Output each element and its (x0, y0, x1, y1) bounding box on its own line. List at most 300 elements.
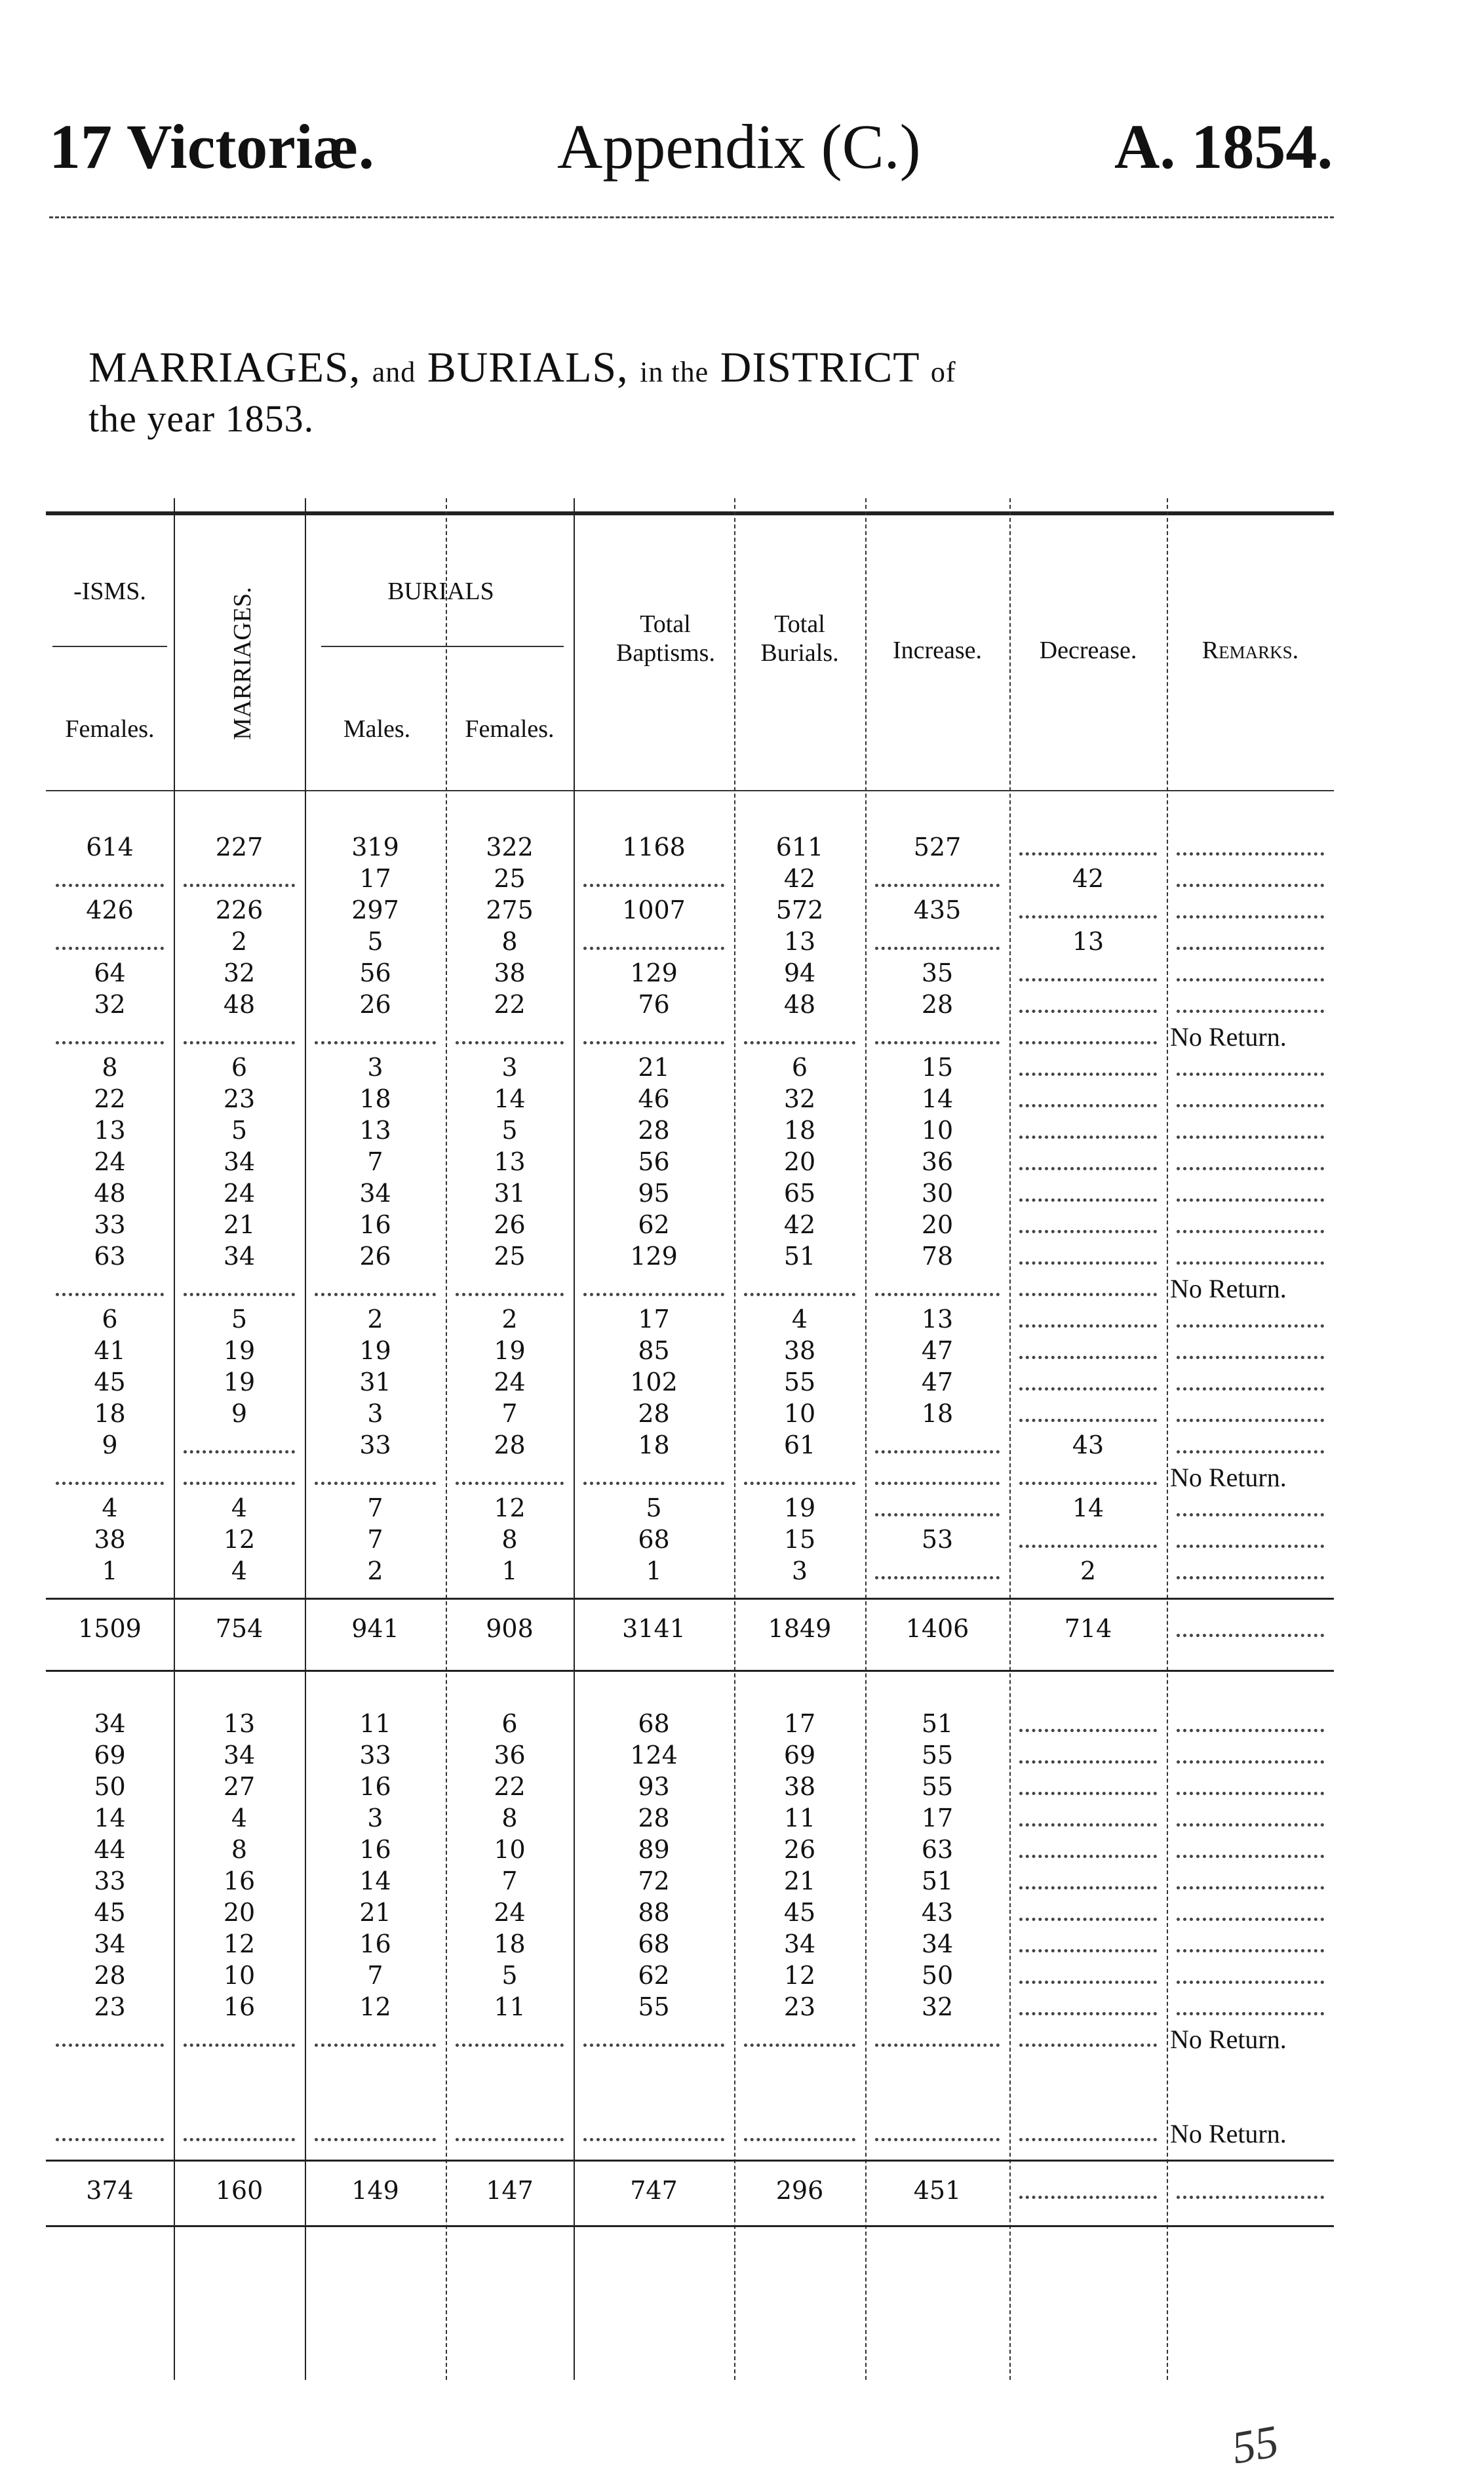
leader-dots (1177, 1324, 1324, 1328)
table-cell: 44 (94, 1835, 126, 1864)
leader-dots (875, 1450, 1000, 1454)
table-cell: 51 (783, 1242, 816, 1271)
table-cell: 34 (94, 1709, 126, 1738)
table-row (46, 1273, 1334, 1305)
leader-dots (1019, 1981, 1157, 1984)
table-cell: 21 (783, 1867, 816, 1895)
table-row (46, 1772, 1334, 1804)
table-cell: 32 (921, 1992, 954, 2021)
table-cell: 45 (783, 1898, 816, 1927)
table-row (46, 896, 1334, 927)
table-cell: 72 (638, 1867, 670, 1895)
table-cell: 23 (223, 1084, 256, 1113)
table-cell: 14 (94, 1804, 126, 1832)
table-cell: 68 (638, 1929, 670, 1958)
table-cell: 42 (783, 864, 816, 893)
table-cell: No Return. (1170, 2025, 1287, 2054)
table-cell: 13 (783, 927, 816, 956)
leader-dots (1019, 1167, 1157, 1170)
leader-dots (56, 1041, 164, 1044)
table-row (46, 2055, 1334, 2087)
table-cell: 33 (94, 1867, 126, 1895)
table-cell: 55 (921, 1772, 954, 1801)
table-row (46, 1399, 1334, 1431)
leader-dots (1019, 1729, 1157, 1732)
table-row (46, 1525, 1334, 1556)
handwritten-mark: 55 (1228, 2416, 1283, 2474)
leader-dots (1019, 1387, 1157, 1391)
table-cell: 85 (638, 1336, 670, 1365)
leader-dots (875, 947, 1000, 950)
table-cell: 55 (638, 1992, 670, 2021)
leader-dots (1177, 1634, 1324, 1637)
table-cell: 34 (783, 1929, 816, 1958)
table-cell: 10 (223, 1961, 256, 1990)
header-left: 17 Victoriæ. (49, 111, 374, 182)
table-cell: 36 (494, 1741, 526, 1770)
table-cell: 8 (501, 1804, 518, 1832)
leader-dots (1177, 1198, 1324, 1202)
table-row (46, 1867, 1334, 1898)
leader-dots (315, 2044, 436, 2047)
leader-dots (456, 1293, 564, 1296)
table-cell: 5 (367, 927, 383, 956)
leader-dots (1177, 2196, 1324, 2199)
table-cell: 4 (791, 1305, 808, 1334)
table-cell: 1509 (78, 1614, 142, 1643)
table-cell: 8 (102, 1053, 118, 1082)
table-cell: 16 (223, 1867, 256, 1895)
table-cell: 23 (94, 1992, 126, 2021)
table-cell: 50 (94, 1772, 126, 1801)
table-cell: 22 (494, 990, 526, 1019)
table-cell: 56 (638, 1147, 670, 1176)
leader-dots (744, 1482, 855, 1485)
table-row (46, 1179, 1334, 1210)
table-row (46, 1242, 1334, 1273)
col-increase: Increase. (892, 637, 983, 664)
leader-dots (583, 2044, 724, 2047)
table-cell: 1 (102, 1556, 118, 1585)
leader-dots (315, 1293, 436, 1296)
table-cell: 3 (367, 1804, 383, 1832)
leader-dots (744, 1041, 855, 1044)
leader-dots (1019, 1482, 1157, 1485)
table-cell: 102 (630, 1368, 678, 1396)
table-cell: 27 (223, 1772, 256, 1801)
leader-dots (1019, 1855, 1157, 1858)
table-cell: 7 (367, 1525, 383, 1554)
table-cell: 7 (501, 1867, 518, 1895)
table-cell: 9 (102, 1431, 118, 1459)
table-cell: 28 (638, 1399, 670, 1428)
table-cell: 8 (501, 927, 518, 956)
table-cell: 25 (494, 1242, 526, 1271)
table-cell: 33 (359, 1431, 391, 1459)
leader-dots (1019, 1949, 1157, 1952)
table-cell: 3141 (622, 1614, 686, 1643)
table-cell: 19 (494, 1336, 526, 1365)
table-row (46, 1709, 1334, 1741)
table-cell: 13 (1072, 927, 1104, 956)
table-cell: 22 (494, 1772, 526, 1801)
header-center: Appendix (C.) (557, 111, 921, 182)
table-cell: 19 (359, 1336, 391, 1365)
leader-dots (744, 2044, 855, 2047)
leader-dots (1019, 1136, 1157, 1139)
leader-dots (875, 884, 1000, 887)
table-row (46, 1992, 1334, 2024)
table-cell: 13 (223, 1709, 256, 1738)
table-cell: 2 (367, 1556, 383, 1585)
table-row (46, 1084, 1334, 1116)
table-cell: 38 (494, 959, 526, 987)
table-cell: 4 (231, 1556, 248, 1585)
table-cell: 12 (783, 1961, 816, 1990)
table-cell: 754 (215, 1614, 264, 1643)
table-cell: 16 (359, 1835, 391, 1864)
table-row (46, 1961, 1334, 1992)
table-cell: 69 (94, 1741, 126, 1770)
table-cell: 63 (921, 1835, 954, 1864)
table-cell: 18 (921, 1399, 954, 1428)
table-row (46, 1368, 1334, 1399)
table-cell: 38 (783, 1772, 816, 1801)
table-cell: 4 (102, 1493, 118, 1522)
table-row (46, 1336, 1334, 1368)
table-cell: 747 (630, 2176, 678, 2205)
table-cell: 23 (783, 1992, 816, 2021)
table-row (46, 1493, 1334, 1525)
table-cell: 34 (223, 1242, 256, 1271)
table-cell: 36 (921, 1147, 954, 1176)
table-row (46, 1898, 1334, 1929)
leader-dots (1177, 1545, 1324, 1548)
table-cell: 319 (351, 833, 399, 861)
table-cell: 2 (501, 1305, 518, 1334)
leader-dots (744, 1293, 855, 1296)
table-cell: 4 (231, 1493, 248, 1522)
leader-dots (1019, 1356, 1157, 1359)
table-cell: 31 (494, 1179, 526, 1208)
table-cell: 611 (775, 833, 824, 861)
table-cell: 7 (367, 1147, 383, 1176)
table-cell: 61 (783, 1431, 816, 1459)
leader-dots (1019, 1230, 1157, 1233)
table-cell: 13 (494, 1147, 526, 1176)
table-cell: 2 (367, 1305, 383, 1334)
leader-dots (1019, 1918, 1157, 1921)
leader-dots (1177, 1136, 1324, 1139)
table-row (46, 1210, 1334, 1242)
table-cell: 26 (359, 1242, 391, 1271)
table-cell: 14 (359, 1867, 391, 1895)
table-cell: 5 (231, 1116, 248, 1145)
table-cell: 3 (367, 1053, 383, 1082)
table-cell: 16 (359, 1210, 391, 1239)
leader-dots (1177, 1419, 1324, 1422)
table-row (46, 1804, 1334, 1835)
leader-dots (1177, 1261, 1324, 1265)
leader-dots (315, 1041, 436, 1044)
table-cell: 34 (921, 1929, 954, 1958)
table-cell: 32 (94, 990, 126, 1019)
table-cell: 1406 (905, 1614, 969, 1643)
table-cell: 18 (494, 1929, 526, 1958)
leader-dots (875, 1293, 1000, 1296)
table-cell: No Return. (1170, 1022, 1287, 1052)
leader-dots (1177, 1576, 1324, 1579)
table-cell: 14 (1072, 1493, 1104, 1522)
table-cell: 11 (359, 1709, 391, 1738)
table-cell: 41 (94, 1336, 126, 1365)
table-cell: 527 (913, 833, 962, 861)
leader-dots (1019, 915, 1157, 919)
leader-dots (1177, 1010, 1324, 1013)
table-cell: 149 (351, 2176, 399, 2205)
table-cell: 19 (223, 1336, 256, 1365)
table-cell: 11 (494, 1992, 526, 2021)
col-remarks: Remarks. (1201, 637, 1299, 664)
table-cell: 38 (94, 1525, 126, 1554)
leader-dots (1019, 2044, 1157, 2047)
table-cell: 78 (921, 1242, 954, 1271)
leader-dots (1019, 1792, 1157, 1795)
table-cell: 12 (359, 1992, 391, 2021)
table-cell: 13 (921, 1305, 954, 1334)
table-row (46, 1556, 1334, 1588)
table-cell: 12 (223, 1929, 256, 1958)
leader-dots (1177, 1918, 1324, 1921)
table-cell: 1168 (622, 833, 686, 861)
table-cell: 50 (921, 1961, 954, 1990)
leader-dots (1177, 1760, 1324, 1764)
table-cell: 9 (231, 1399, 248, 1428)
leader-dots (583, 884, 724, 887)
leader-dots (1177, 978, 1324, 981)
table-cell: 426 (86, 896, 134, 924)
col-marriages: MARRIAGES. (229, 587, 256, 740)
leader-dots (315, 2138, 436, 2141)
table-cell: 572 (775, 896, 824, 924)
col-burials: BURIALS (387, 578, 494, 605)
table-cell: 275 (486, 896, 534, 924)
table-cell: 15 (783, 1525, 816, 1554)
leader-dots (56, 1482, 164, 1485)
table-cell: 5 (501, 1116, 518, 1145)
table-cell: 28 (494, 1431, 526, 1459)
table-row (46, 833, 1334, 864)
table-cell: 94 (783, 959, 816, 987)
table-cell: 51 (921, 1867, 954, 1895)
leader-dots (1019, 1010, 1157, 1013)
leader-dots (184, 2138, 295, 2141)
leader-dots (1019, 1041, 1157, 1044)
table-row (46, 990, 1334, 1021)
leader-dots (1177, 852, 1324, 856)
leader-dots (1177, 1450, 1324, 1454)
leader-dots (1177, 1949, 1324, 1952)
table-row (46, 2118, 1334, 2150)
table-cell: 12 (223, 1525, 256, 1554)
table-cell: 3 (367, 1399, 383, 1428)
table-cell: 908 (486, 1614, 534, 1643)
table-cell: 62 (638, 1210, 670, 1239)
table-cell: 47 (921, 1368, 954, 1396)
table-cell: 30 (921, 1179, 954, 1208)
table-row (46, 1431, 1334, 1462)
page-title: MARRIAGES, and BURIALS, in the DISTRICT of the year 1853. (88, 344, 956, 440)
leader-dots (456, 2138, 564, 2141)
table-cell: No Return. (1170, 2119, 1287, 2148)
table-cell: 124 (630, 1741, 678, 1770)
table-cell: 19 (783, 1493, 816, 1522)
table-cell: 48 (783, 990, 816, 1019)
table-cell: 614 (86, 833, 134, 861)
table-cell: 47 (921, 1336, 954, 1365)
table-cell: 51 (921, 1709, 954, 1738)
table-cell: 18 (94, 1399, 126, 1428)
table-row (46, 864, 1334, 896)
leader-dots (1019, 1198, 1157, 1202)
table-row (46, 1835, 1334, 1867)
col-total-baptisms: Total Baptisms. (616, 610, 715, 667)
leader-dots (1019, 1073, 1157, 1076)
table-cell: 1 (646, 1556, 662, 1585)
table-cell: 35 (921, 959, 954, 987)
leader-dots (1177, 1387, 1324, 1391)
leader-dots (1019, 1324, 1157, 1328)
table-cell: 46 (638, 1084, 670, 1113)
table-cell: 28 (638, 1804, 670, 1832)
table-cell: 88 (638, 1898, 670, 1927)
leader-dots (1177, 1230, 1324, 1233)
table-cell: 33 (359, 1741, 391, 1770)
table-cell: 227 (215, 833, 264, 861)
leader-dots (1177, 1513, 1324, 1516)
leader-dots (875, 2138, 1000, 2141)
leader-dots (1019, 978, 1157, 981)
table-cell: 53 (921, 1525, 954, 1554)
leader-dots (184, 884, 295, 887)
leader-dots (1177, 947, 1324, 950)
table-row (46, 1021, 1334, 1053)
table-cell: 18 (359, 1084, 391, 1113)
table-cell: 16 (359, 1929, 391, 1958)
table-cell: 10 (494, 1835, 526, 1864)
table-cell: 11 (783, 1804, 816, 1832)
table-cell: 56 (359, 959, 391, 987)
table-cell: 451 (913, 2176, 962, 2205)
table-cell: 15 (921, 1053, 954, 1082)
table-row (46, 2176, 1334, 2207)
table-cell: 5 (231, 1305, 248, 1334)
col-females: Females. (65, 715, 155, 743)
table-cell: 160 (215, 2176, 264, 2205)
col-total-burials: Total Burials. (760, 610, 839, 667)
table-cell: 374 (86, 2176, 134, 2205)
table-cell: 43 (1072, 1431, 1104, 1459)
leader-dots (56, 2138, 164, 2141)
table-row (46, 2087, 1334, 2118)
table-cell: 32 (223, 959, 256, 987)
table-cell: 435 (913, 896, 962, 924)
header-right: A. 1854. (1114, 111, 1333, 182)
leader-dots (583, 1293, 724, 1296)
leader-dots (1177, 1823, 1324, 1827)
table-cell: 6 (501, 1709, 518, 1738)
table-cell: 24 (494, 1368, 526, 1396)
leader-dots (1177, 1886, 1324, 1889)
leader-dots (1177, 1073, 1324, 1076)
table-cell: 21 (223, 1210, 256, 1239)
leader-dots (1019, 1760, 1157, 1764)
table-cell: No Return. (1170, 1463, 1287, 1492)
table-cell: 34 (94, 1929, 126, 1958)
table-cell: 14 (921, 1084, 954, 1113)
table-cell: 147 (486, 2176, 534, 2205)
leader-dots (583, 1041, 724, 1044)
leader-dots (1177, 1981, 1324, 1984)
col-baptisms-head: -ISMS. (73, 578, 146, 605)
table-cell: 18 (638, 1431, 670, 1459)
leader-dots (1177, 2012, 1324, 2015)
table-cell: 1849 (768, 1614, 832, 1643)
table-cell: 2 (1080, 1556, 1097, 1585)
table-cell: 28 (94, 1961, 126, 1990)
table-cell: 43 (921, 1898, 954, 1927)
leader-dots (1177, 1855, 1324, 1858)
table-cell: 129 (630, 959, 678, 987)
leader-dots (1019, 852, 1157, 856)
leader-dots (583, 1482, 724, 1485)
table-cell: 28 (638, 1116, 670, 1145)
leader-dots (1177, 1792, 1324, 1795)
table-cell: 16 (223, 1992, 256, 2021)
table-cell: 34 (223, 1741, 256, 1770)
table-cell: 33 (94, 1210, 126, 1239)
leader-dots (583, 947, 724, 950)
table-cell: 13 (359, 1116, 391, 1145)
table-cell: 12 (494, 1493, 526, 1522)
col-males: Males. (343, 715, 411, 743)
header-rule (49, 216, 1334, 218)
table-cell: 17 (783, 1709, 816, 1738)
table-cell: 31 (359, 1368, 391, 1396)
table-cell: 26 (494, 1210, 526, 1239)
table-cell: 7 (367, 1493, 383, 1522)
table-cell: 20 (921, 1210, 954, 1239)
table-cell: 24 (94, 1147, 126, 1176)
table-row (46, 959, 1334, 990)
leader-dots (184, 1482, 295, 1485)
table-cell: 10 (921, 1116, 954, 1145)
leader-dots (1177, 1729, 1324, 1732)
table-cell: 4 (231, 1804, 248, 1832)
table-row (46, 1305, 1334, 1336)
table-row (46, 1462, 1334, 1493)
table-row (46, 1147, 1334, 1179)
leader-dots (1019, 2138, 1157, 2141)
table-cell: 17 (638, 1305, 670, 1334)
leader-dots (1019, 2012, 1157, 2015)
leader-dots (583, 2138, 724, 2141)
leader-dots (184, 1041, 295, 1044)
leader-dots (1177, 915, 1324, 919)
table-cell: 63 (94, 1242, 126, 1271)
table-cell: 25 (494, 864, 526, 893)
leader-dots (1019, 1823, 1157, 1827)
